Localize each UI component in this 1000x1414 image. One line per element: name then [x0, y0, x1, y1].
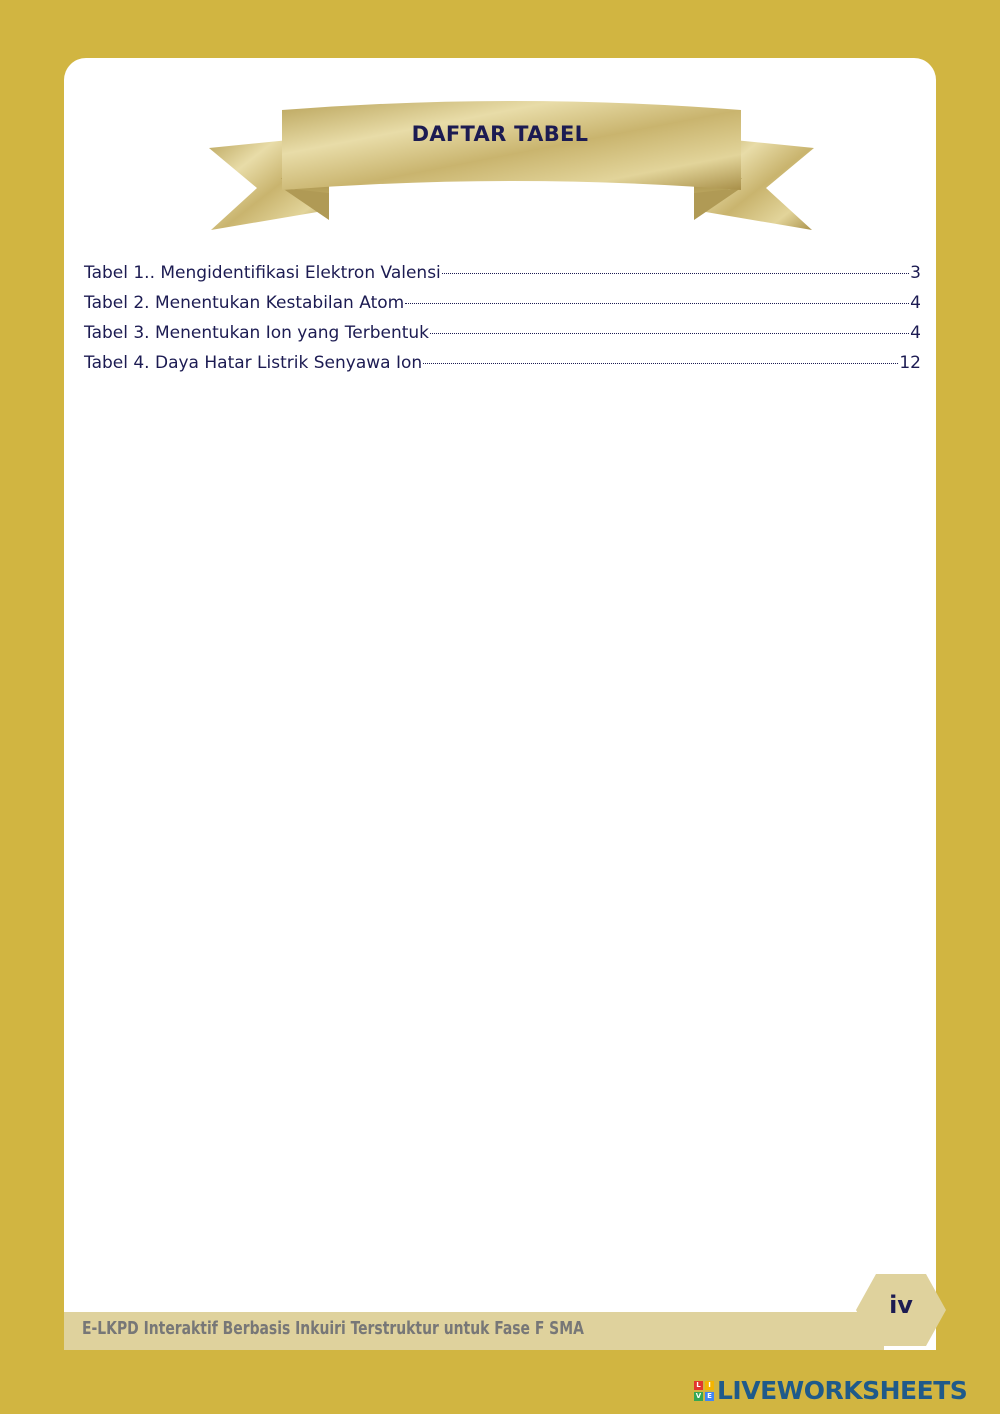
logo-letter: V — [695, 1391, 702, 1400]
logo-letter: I — [705, 1381, 714, 1390]
page-title: DAFTAR TABEL — [411, 122, 589, 146]
toc-entry-label: Tabel 2. Menentukan Kestabilan Atom — [84, 293, 405, 313]
logo-letter: E — [705, 1392, 714, 1401]
toc-entry-label: Tabel 1.. Mengidentifikasi Elektron Valensi — [84, 263, 441, 283]
logo-squares-icon — [694, 1381, 714, 1401]
dot-leader — [423, 363, 898, 364]
toc-entry-page: 12 — [899, 353, 921, 373]
dot-leader — [442, 273, 909, 274]
toc-row[interactable] — [84, 263, 921, 293]
toc-row[interactable] — [84, 293, 921, 323]
toc-entry-label: Tabel 4. Daya Hatar Listrik Senyawa Ion — [84, 353, 423, 373]
toc-row[interactable] — [84, 323, 921, 353]
logo-letter: L — [694, 1381, 703, 1390]
toc-entry-page: 3 — [910, 263, 921, 283]
document-page — [64, 58, 936, 1350]
gold-ribbon-banner — [209, 98, 819, 233]
dot-leader — [430, 333, 909, 334]
footer-title: E-LKPD Interaktif Berbasis Inkuiri Terstruktur untuk Fase F SMA — [82, 1318, 584, 1339]
table-list — [84, 263, 921, 383]
toc-row[interactable] — [84, 353, 921, 383]
toc-entry-page: 4 — [910, 293, 921, 313]
toc-entry-label: Tabel 3. Menentukan Ion yang Terbentuk — [84, 323, 429, 343]
page-number: iv — [889, 1291, 913, 1319]
logo-text: LIVEWORKSHEETS — [717, 1376, 968, 1405]
liveworksheets-logo[interactable] — [694, 1376, 967, 1405]
dot-leader — [405, 303, 909, 304]
toc-entry-page: 4 — [910, 323, 921, 343]
